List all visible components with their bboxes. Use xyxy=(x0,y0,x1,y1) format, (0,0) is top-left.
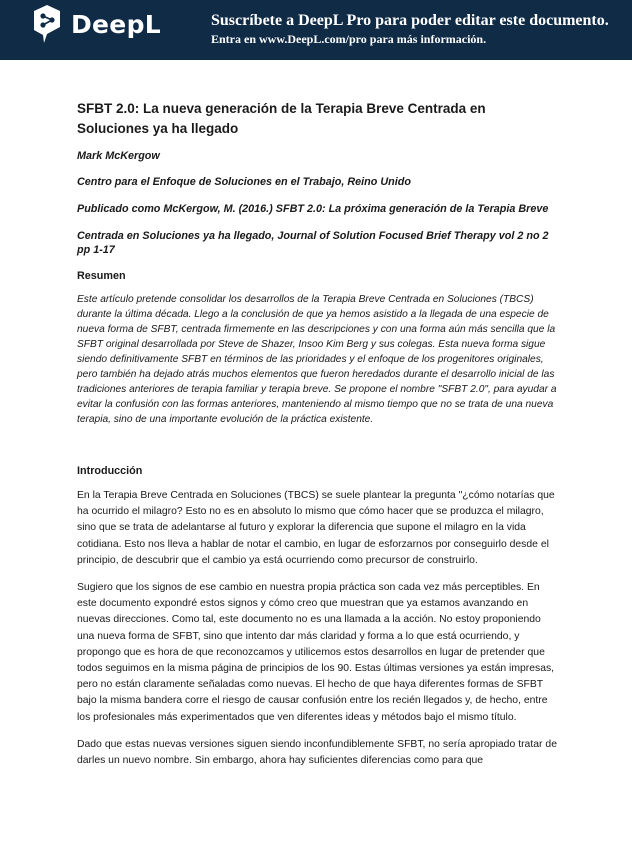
deepl-banner[interactable] xyxy=(0,0,632,60)
publication-line-1: Publicado como McKergow, M. (2016.) SFBT 2.0: La próxima generación de la Terapia Breve xyxy=(77,203,549,215)
author: Mark McKergow xyxy=(77,150,160,162)
deepl-logo-text: DeepL xyxy=(71,10,161,39)
paragraph: Dado que estas nuevas versiones siguen siendo inconfundiblemente SFBT, no sería apropiado tratar de darles un nuevo nombre. Sin embargo, ahora hay suficientes diferencias como para que xyxy=(77,738,557,767)
publication-line-2: Centrada en Soluciones ya ha llegado, Journal of Solution Focused Brief Therapy vol 2 no 2 pp 1-17 xyxy=(77,230,549,256)
banner-title: Suscríbete a DeepL Pro para poder editar este documento. xyxy=(211,12,609,29)
abstract-heading: Resumen xyxy=(77,270,126,282)
intro-heading: Introducción xyxy=(77,465,143,477)
deepl-logo-icon xyxy=(32,5,62,45)
document-body xyxy=(77,99,557,769)
paragraph: En la Terapia Breve Centrada en Soluciones (TBCS) se suele plantear la pregunta "¿cómo notarías que ha ocurrido el milagro? Esto no es en absoluto lo mismo que cómo hacer que se produzca el milagro, sino que se trata de adelantarse al futuro y explorar la diferencia que supone el milagro en la vida cotidiana. Esto nos lleva a hablar de notar el cambio, en lugar de esforzarnos por conseguirlo desde el principio, de descubrir que el cambio ya está ocurriendo como precursor de construirlo. xyxy=(77,490,555,566)
paragraph: Sugiero que los signos de ese cambio en nuestra propia práctica son cada vez más perceptibles. En este documento expondré estos signos y cómo creo que muestran que ya estamos avanzando en nuevas direcciones. Como tal, este documento no es una llamada a la acción. No estoy proponiendo una nueva forma de SFBT, sino que intento dar más claridad y forma a lo que está ocurriendo, y propongo que es hora de que reconozcamos y utilicemos estos desarrollos en lugar de pretender que todos seguimos en la misma página de principios de los 90. Estas últimas versiones ya están impresas, pero no están claramente señaladas como nuevas. El hecho de que haya diferentes formas de SFBT bajo la misma bandera corre el riesgo de causar confusión entre los recién llegados y, de hecho, entre los profesionales más experimentados que ven diferentes ideas y métodos bajo el mismo título. xyxy=(77,582,555,723)
banner-subtitle[interactable]: Entra en www.DeepL.com/pro para más información. xyxy=(211,32,487,46)
document-title: SFBT 2.0: La nueva generación de la Terapia Breve Centrada en Soluciones ya ha llegado xyxy=(77,101,486,136)
affiliation: Centro para el Enfoque de Soluciones en el Trabajo, Reino Unido xyxy=(77,176,411,188)
abstract-text: Este artículo pretende consolidar los desarrollos de la Terapia Breve Centrada en Soluciones (TBCS) durante la última década. Llego a la conclusión de que ya hemos asistido a la llegada de una especie de nueva forma de SFBT, centrada firmemente en las descripciones y con una forma aún más sencilla que la SFBT original desarrollada por Steve de Shazer, Insoo Kim Berg y sus colegas. Esta nueva forma sigue siendo definitivamente SFBT en términos de las prioridades y el enfoque de los progenitores originales, pero también ha dejado atrás muchos elementos que fueron heredados durante el desarrollo inicial de las tradiciones anteriores de terapia familiar y terapia breve. Se propone el nombre "SFBT 2.0", para ayudar a evitar la confusión con las formas anteriores, manteniendo al mismo tiempo que no se trata de una nueva terapia, sino de una importante evolución de la práctica existente. xyxy=(77,294,557,425)
